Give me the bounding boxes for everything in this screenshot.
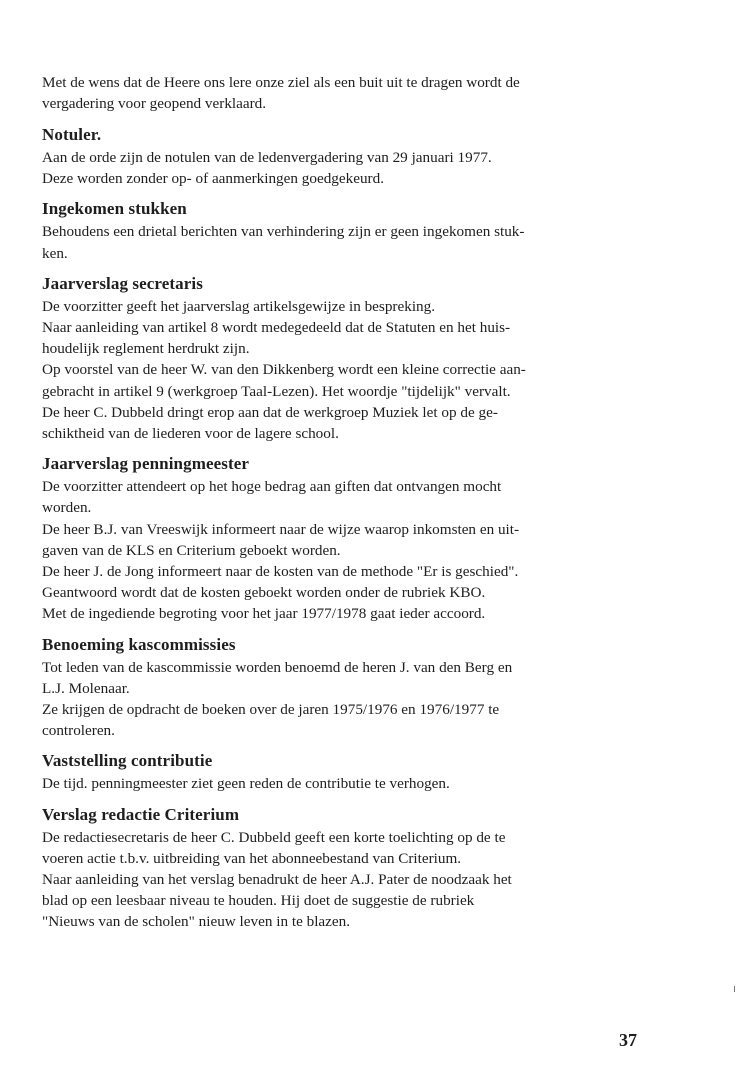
text-line: controleren.: [42, 722, 115, 740]
paragraph: [42, 582, 652, 603]
text-line: Geantwoord wordt dat de kosten geboekt worden onder de rubriek KBO.: [42, 584, 486, 602]
section-heading: Jaarverslag penningmeester: [42, 454, 250, 474]
document-body: [42, 72, 652, 942]
section-heading: Jaarverslag secretaris: [42, 273, 203, 293]
text-line: Behoudens een drietal berichten van verhindering zijn er geen ingekomen stuk-: [42, 223, 525, 241]
text-line: vergadering voor geopend verklaard.: [42, 95, 267, 112]
text-line: Tot leden van de kascommissie worden benoemd de heren J. van den Berg en: [42, 658, 513, 676]
text-line: Deze worden zonder op- of aanmerkingen goedgekeurd.: [42, 170, 384, 188]
paragraph: [42, 519, 652, 561]
paragraph: [42, 699, 652, 741]
text-line: Op voorstel van de heer W. van den Dikkenberg wordt een kleine correctie aan-: [42, 361, 526, 379]
section: [42, 750, 652, 794]
text-line: houdelijk reglement herdrukt zijn.: [42, 340, 250, 358]
paragraph: [42, 561, 652, 582]
paragraph: [42, 476, 652, 518]
text-line: blad op een leesbaar niveau te houden. Hij doet de suggestie de rubriek: [42, 892, 475, 910]
section-heading: Ingekomen stukken: [42, 199, 187, 219]
section: [42, 634, 652, 742]
text-line: schiktheid van de liederen voor de lagere school.: [42, 425, 339, 443]
text-line: gaven van de KLS en Criterium geboekt worden.: [42, 541, 341, 559]
intro-paragraph: [42, 72, 652, 114]
paragraph: [42, 317, 652, 359]
paragraph: [42, 869, 652, 933]
text-line: worden.: [42, 499, 92, 517]
section-heading: Benoeming kascommissies: [42, 634, 236, 654]
paragraph: [42, 221, 652, 263]
section-heading: Verslag redactie Criterium: [42, 804, 240, 824]
scan-edge-mark: [734, 986, 735, 992]
text-line: Met de ingediende begroting voor het jaar 1977/1978 gaat ieder accoord.: [42, 605, 486, 623]
text-line: De heer C. Dubbeld dringt erop aan dat de werkgroep Muziek let op de ge-: [42, 403, 498, 421]
paragraph: [42, 296, 652, 317]
text-line: De heer J. de Jong informeert naar de kosten van de methode "Er is geschied".: [42, 563, 519, 581]
section: [42, 453, 652, 624]
text-line: Ze krijgen de opdracht de boeken over de jaren 1975/1976 en 1976/1977 te: [42, 701, 500, 719]
section: [42, 804, 652, 933]
sections-container: [42, 124, 652, 933]
section-heading: Vaststelling contributie: [42, 751, 213, 771]
text-line: gebracht in artikel 9 (werkgroep Taal-Lezen). Het woordje "tijdelijk" vervalt.: [42, 382, 511, 400]
paragraph: [42, 827, 652, 869]
text-line: "Nieuws van de scholen" nieuw leven in te blazen.: [42, 913, 351, 931]
paragraph: [42, 402, 652, 444]
page-number: 37: [619, 1030, 637, 1050]
paragraph: [42, 147, 652, 189]
text-line: Naar aanleiding van artikel 8 wordt medegedeeld dat de Statuten en het huis-: [42, 319, 511, 337]
text-line: De voorzitter geeft het jaarverslag artikelsgewijze in bespreking.: [42, 297, 436, 315]
text-line: De tijd. penningmeester ziet geen reden de contributie te verhogen.: [42, 775, 450, 793]
paragraph: [42, 359, 652, 401]
text-line: De heer B.J. van Vreeswijk informeert naar de wijze waarop inkomsten en uit-: [42, 520, 520, 538]
text-line: Met de wens dat de Heere ons lere onze ziel als een buit uit te dragen wordt de: [42, 74, 520, 91]
text-line: Aan de orde zijn de notulen van de ledenvergadering van 29 januari 1977.: [42, 149, 492, 166]
text-line: ken.: [42, 244, 68, 262]
paragraph: [42, 657, 652, 699]
section-heading: Notuler.: [42, 125, 102, 144]
section: [42, 198, 652, 263]
text-line: Naar aanleiding van het verslag benadrukt de heer A.J. Pater de noodzaak het: [42, 871, 512, 889]
text-line: De voorzitter attendeert op het hoge bedrag aan giften dat ontvangen mocht: [42, 478, 502, 496]
section: [42, 124, 652, 189]
text-line: L.J. Molenaar.: [42, 679, 130, 697]
section: [42, 273, 652, 444]
paragraph: [42, 773, 652, 794]
text-line: voeren actie t.b.v. uitbreiding van het abonneebestand van Criterium.: [42, 849, 462, 867]
paragraph: [42, 603, 652, 624]
text-line: De redactiesecretaris de heer C. Dubbeld geeft een korte toelichting op de te: [42, 828, 506, 846]
